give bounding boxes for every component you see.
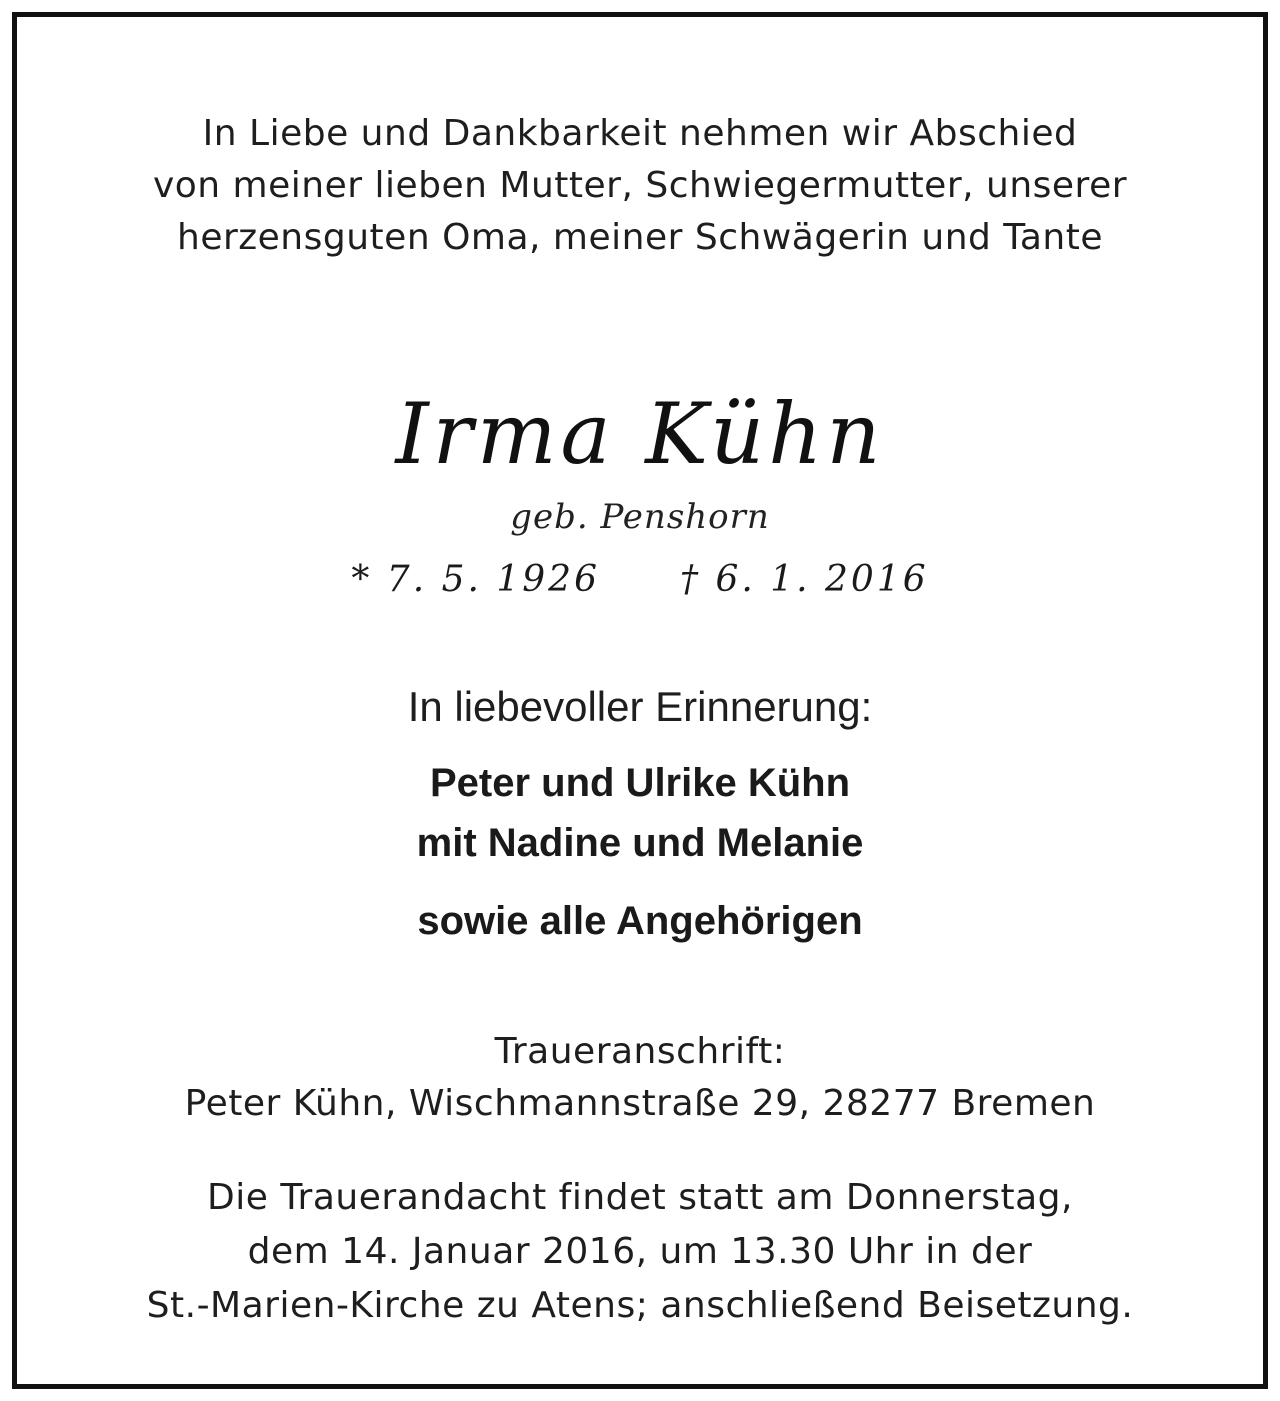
obituary-notice [12, 12, 1268, 1389]
service-line-1: Die Trauerandacht findet statt am Donnerstag, [207, 1177, 1073, 1218]
death-date: † 6. 1. 2016 [680, 559, 929, 600]
intro-line-3: herzensguten Oma, meiner Schwägerin und Tante [177, 217, 1103, 258]
memory-heading: In liebevoller Erinnerung: [407, 683, 873, 730]
service-line-3: St.-Marien-Kirche zu Atens; anschließend Beisetzung. [146, 1285, 1134, 1326]
intro-line-1: In Liebe und Dankbarkeit nehmen wir Abschied [202, 113, 1078, 154]
address-line: Peter Kühn, Wischmannstraße 29, 28277 Bremen [184, 1083, 1096, 1124]
life-dates [17, 559, 1263, 600]
address-label: Traueranschrift: [494, 1031, 786, 1072]
mourner-line-2: mit Nadine und Melanie [416, 821, 864, 865]
intro-line-2: von meiner lieben Mutter, Schwiegermutter, unserer [152, 165, 1128, 206]
deceased-name: Irma Kühn [395, 385, 885, 483]
service-line-2: dem 14. Januar 2016, um 13.30 Uhr in der [247, 1231, 1033, 1272]
mourner-line-3: sowie alle Angehörigen [417, 899, 863, 943]
birth-date: * 7. 5. 1926 [351, 559, 600, 600]
maiden-name: geb. Penshorn [510, 497, 770, 537]
mourner-line-1: Peter und Ulrike Kühn [429, 761, 851, 805]
